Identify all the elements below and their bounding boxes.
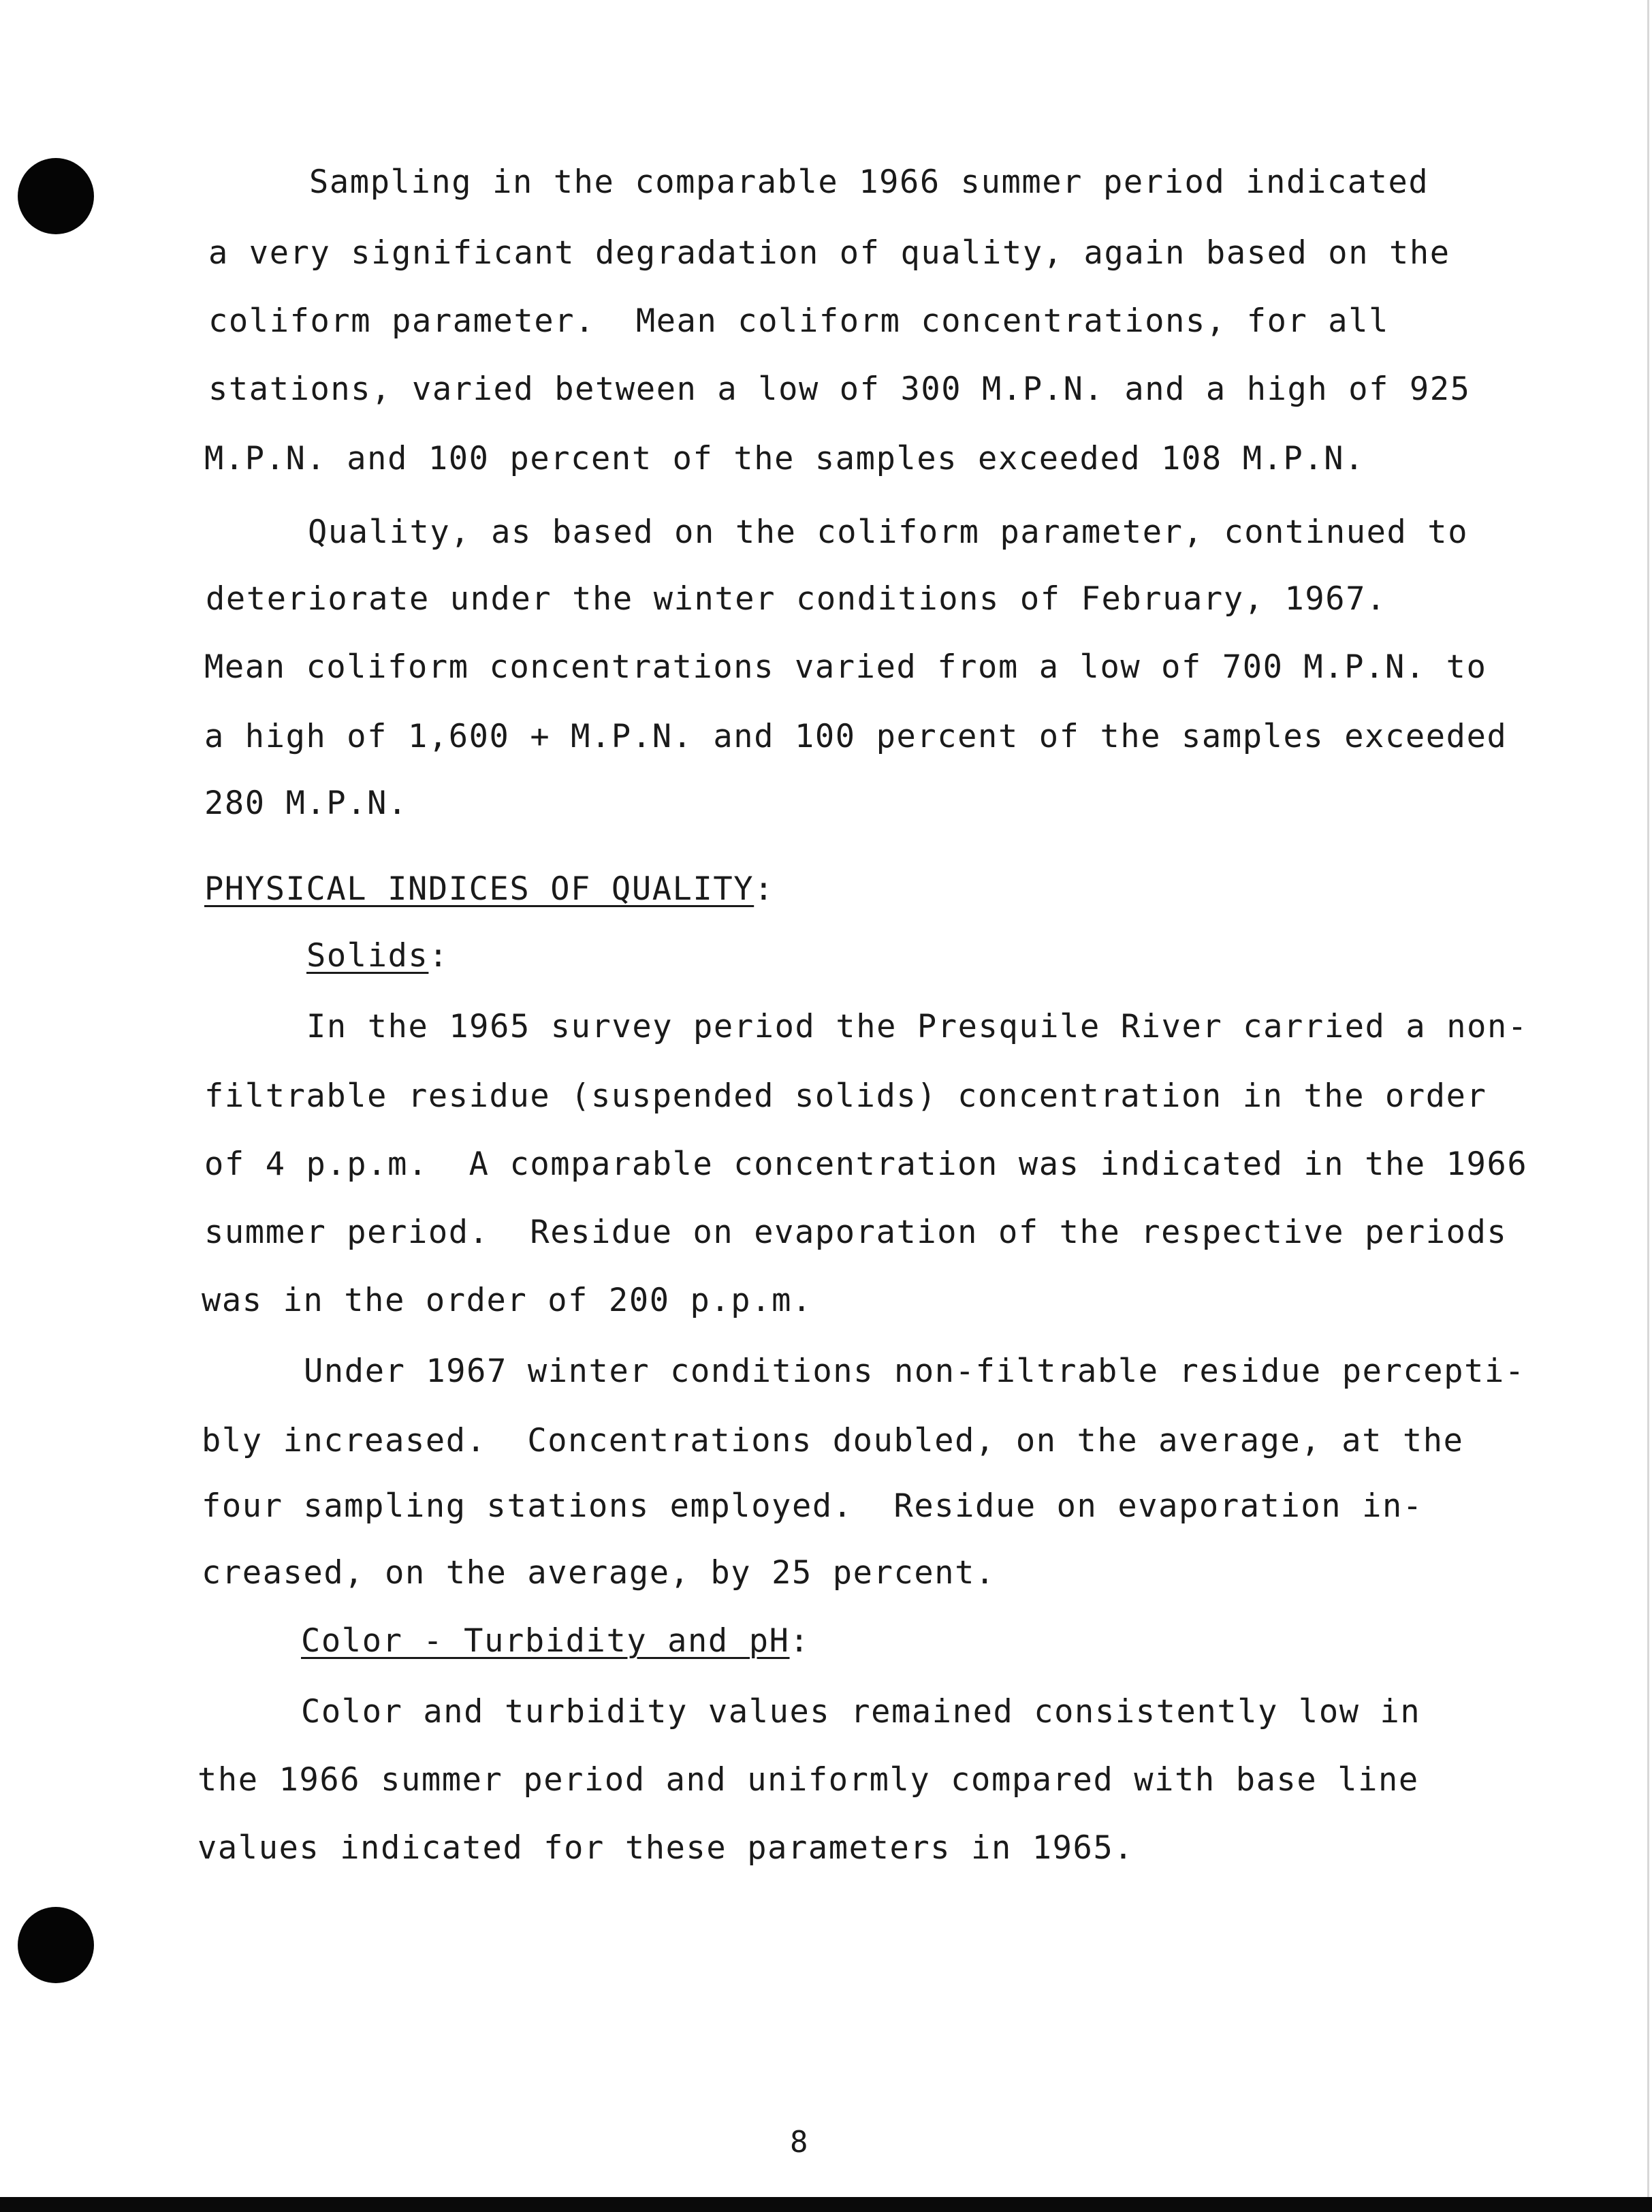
paragraph-line: coliform parameter. Mean coliform concentrations, for all: [208, 302, 1389, 340]
subheading-color-turbidity: [301, 1621, 810, 1662]
paragraph-line: was in the order of 200 p.p.m.: [202, 1282, 812, 1319]
paragraph-line: filtrable residue (suspended solids) concentration in the order: [204, 1077, 1487, 1115]
paragraph-line: values indicated for these parameters in 1965.: [197, 1829, 1134, 1867]
heading-text: Color - Turbidity and pH: [301, 1622, 790, 1660]
heading-colon: :: [754, 870, 775, 908]
paragraph-line: a high of 1,600 + M.P.N. and 100 percent of the samples exceeded: [204, 718, 1508, 755]
paragraph-line: Mean coliform concentrations varied from a low of 700 M.P.N. to: [204, 648, 1487, 686]
paragraph-line: Quality, as based on the coliform parameter, continued to: [308, 514, 1469, 551]
paragraph-line: the 1966 summer period and uniformly compared with base line: [197, 1761, 1419, 1799]
paragraph-line: creased, on the average, by 25 percent.: [202, 1554, 996, 1592]
paragraph-line: four sampling stations employed. Residue on evaporation in-: [202, 1487, 1423, 1525]
paragraph-line: M.P.N. and 100 percent of the samples exceeded 108 M.P.N.: [204, 440, 1365, 477]
paragraph-line: deteriorate under the winter conditions of February, 1967.: [206, 580, 1386, 618]
page-number: 8: [790, 2125, 808, 2160]
paragraph-line: Sampling in the comparable 1966 summer period indicated: [309, 163, 1429, 201]
heading-colon: :: [428, 937, 449, 975]
heading-text: Solids: [306, 937, 429, 975]
paragraph-line: 280 M.P.N.: [204, 785, 408, 822]
paragraph-line: Under 1967 winter conditions non-filtrable residue percepti-: [304, 1353, 1525, 1390]
paragraph-line: summer period. Residue on evaporation of the respective periods: [204, 1214, 1508, 1251]
section-heading-physical: [204, 869, 774, 910]
paragraph-line: a very significant degradation of quality, again based on the: [208, 234, 1450, 272]
paragraph-line: stations, varied between a low of 300 M.P.N. and a high of 925: [208, 370, 1471, 408]
paragraph-line: In the 1965 survey period the Presquile River carried a non-: [306, 1008, 1528, 1045]
heading-colon: :: [789, 1622, 810, 1660]
scan-edge-bar: [0, 2197, 1652, 2212]
paragraph-line: of 4 p.p.m. A comparable concentration was indicated in the 1966: [204, 1146, 1528, 1183]
paragraph-line: bly increased. Concentrations doubled, on the average, at the: [202, 1422, 1464, 1459]
paragraph-line: Color and turbidity values remained consistently low in: [301, 1693, 1421, 1731]
heading-text: PHYSICAL INDICES OF QUALITY: [204, 870, 754, 908]
subheading-solids: [306, 936, 449, 977]
